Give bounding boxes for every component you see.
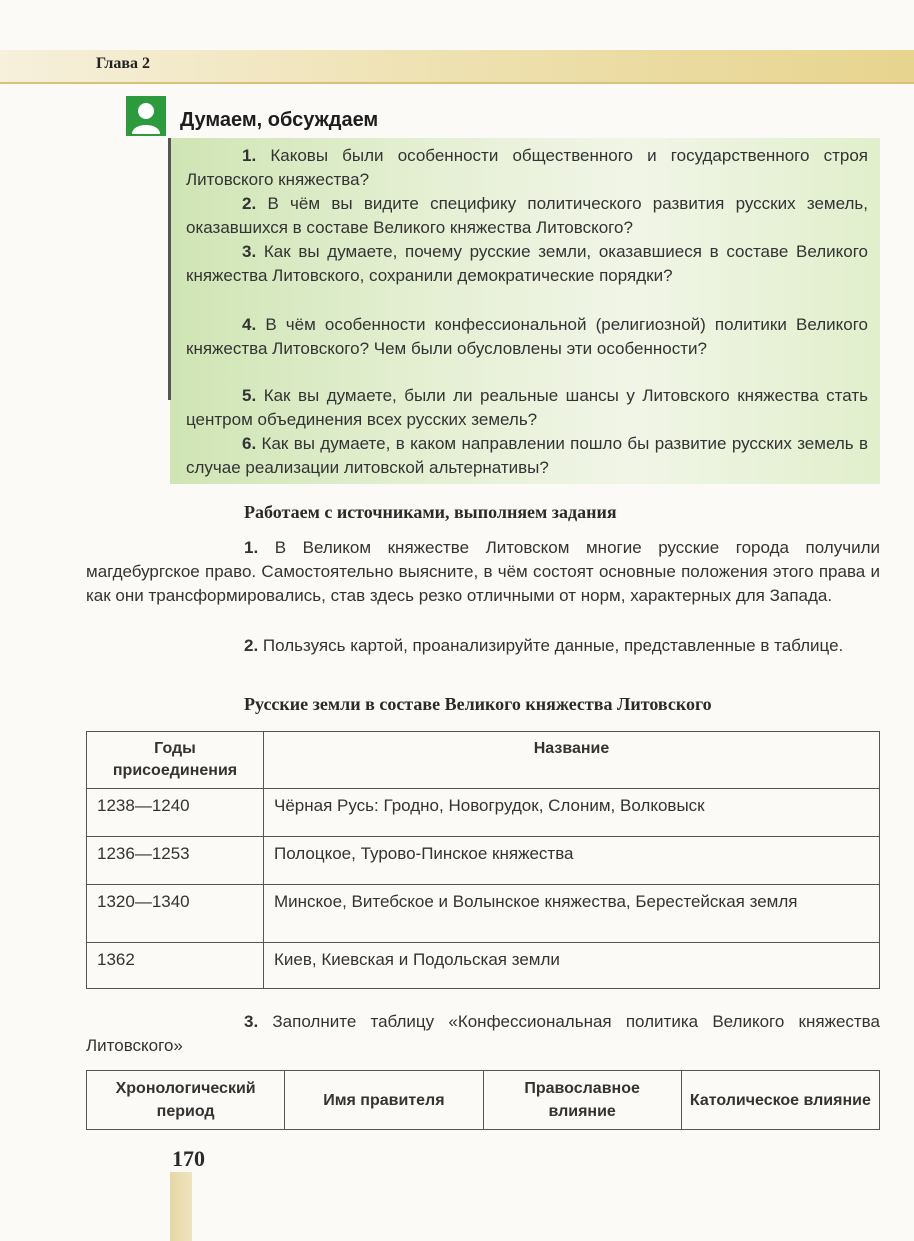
question-number: 3. [242, 242, 257, 261]
table-row [87, 943, 880, 989]
cell-years: 1238—1240 [87, 789, 264, 837]
question-5 [186, 384, 868, 432]
question-text: Как вы думаете, почему русские земли, оказавшиеся в составе Великого княжества Литовского, сохранили демократические порядки? [186, 242, 868, 285]
cell-years: 1236—1253 [87, 837, 264, 885]
task-number: 1. [244, 538, 259, 557]
discussion-side-rule [168, 138, 171, 400]
task-text: Пользуясь картой, проанализируйте данные, представленные в таблице. [262, 636, 844, 655]
lands-table [86, 731, 880, 989]
table-row [87, 837, 880, 885]
person-icon [126, 96, 166, 136]
question-3 [186, 240, 868, 288]
page-number: 170 [172, 1146, 205, 1171]
sources-heading: Работаем с источниками, выполняем задания [244, 502, 617, 522]
confession-table [86, 1070, 880, 1130]
column-header-period: Хронологический период [87, 1071, 285, 1130]
cell-name: Минское, Витебское и Волынское княжества, Берестейская земля [264, 885, 880, 943]
column-header-catholic: Католическое влияние [681, 1071, 879, 1130]
table-header-row [87, 1071, 880, 1130]
question-4 [186, 313, 868, 361]
discussion-title: Думаем, обсуждаем [180, 109, 379, 131]
cell-name: Полоцкое, Турово-Пинское княжества [264, 837, 880, 885]
question-text: Как вы думаете, были ли реальные шансы у Литовского княжества стать центром объединения всех русских земель? [186, 386, 868, 429]
question-2 [186, 192, 868, 240]
question-text: В чём вы видите специфику политического развития русских земель, оказавшихся в составе Великого княжества Литовского? [186, 194, 868, 237]
task-text: Заполните таблицу «Конфессиональная политика Великого княжества Литовского» [86, 1012, 880, 1055]
task-number: 3. [244, 1012, 259, 1031]
page-edge-strip [170, 1172, 192, 1241]
task-3 [86, 1010, 880, 1058]
table-row [87, 789, 880, 837]
column-header-name: Название [264, 732, 880, 789]
column-header-orthodox: Православное влияние [483, 1071, 681, 1130]
question-number: 4. [242, 315, 257, 334]
question-text: Как вы думаете, в каком направлении пошло бы развитие русских земель в случае реализации литовской альтернативы? [186, 434, 868, 477]
question-text: В чём особенности конфессиональной (религиозной) политики Великого княжества Литовского? Чем были обусловлены эти особенности? [186, 315, 868, 358]
question-number: 5. [242, 386, 257, 405]
task-text: В Великом княжестве Литовском многие русские города получили магдебургское право. Самостоятельно выясните, в чём состоят основные положения этого права и как они трансформировались, став здесь резко отличными от норм, характерных для Запада. [86, 538, 880, 605]
task-1 [86, 536, 880, 608]
cell-years: 1320—1340 [87, 885, 264, 943]
cell-name: Чёрная Русь: Гродно, Новогрудок, Слоним, Волковыск [264, 789, 880, 837]
column-header-ruler: Имя правителя [285, 1071, 483, 1130]
question-text: Каковы были особенности общественного и государственного строя Литовского княжества? [186, 146, 868, 189]
column-header-years: Годы присоединения [87, 732, 264, 789]
cell-name: Киев, Киевская и Подольская земли [264, 943, 880, 989]
question-number: 6. [242, 434, 257, 453]
table-header-row [87, 732, 880, 789]
cell-years: 1362 [87, 943, 264, 989]
task-number: 2. [244, 636, 259, 655]
question-1 [186, 144, 868, 192]
question-6 [186, 432, 868, 480]
task-2 [86, 634, 880, 658]
question-number: 2. [242, 194, 257, 213]
lands-table-title: Русские земли в составе Великого княжества Литовского [244, 694, 712, 714]
chapter-label: Глава 2 [96, 55, 150, 72]
table-row [87, 885, 880, 943]
question-number: 1. [242, 146, 257, 165]
